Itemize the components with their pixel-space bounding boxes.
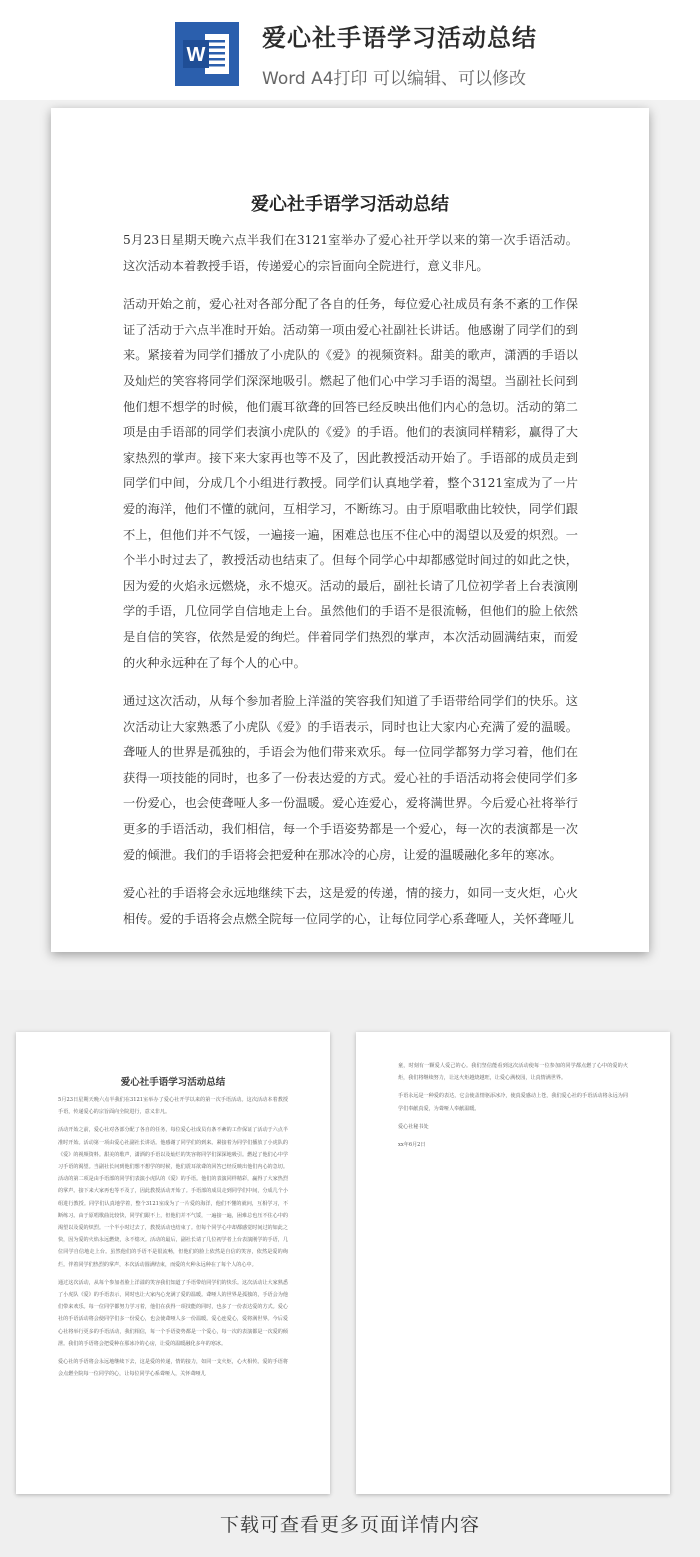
- date: xx年6月2日: [398, 1142, 426, 1149]
- thumbnail-heading: 爱心社手语学习活动总结: [120, 1077, 226, 1088]
- paragraph: 5月23日星期天晚六点半我们在3121室举办了爱心社开学以来的第一次手语活动。这次活动本着教授手语，传递爱心的宗旨面向全院进行，意义非凡。: [123, 233, 578, 273]
- paragraph: 手语永远是一种爱的表达，它会使盖情驱添冰冷，使真爱感动上苍，我们爱心社的手语活动将永远为同学们奉献真爱，为聋哑人奉献温暖。: [398, 1093, 628, 1112]
- paragraph: 通过这次活动，从每个参加者脸上洋溢的笑容我们知道了手语带给同学们的快乐。这次活动让大家熟悉了小虎队《爱》的手语表示，同时也让大家内心充满了爱的温暖。聋哑人的世界是孤独的，手语会为他们带来欢乐。每一位同学都努力学习着，他们在获得一项技能的同时，也多了一份表达爱的方式。爱心社的手语活动将会使同学们多一份爱心，也会使聋哑人多一份温暖。爱心连爱心，爱将满世界。今后爱心社将举行更多的手语活动，我们相信，每一个手语姿势都是一个爱心，每一次的表演都是一次爱的倾泄。我们的手语将会把爱种在那冰冷的心房，让爱的温暖融化多年的寒冰。: [123, 694, 578, 862]
- paragraph: 5月23日星期天晚六点半我们在3121室举办了爱心社开学以来的第一次手语活动。这次活动本着教授手语，传递爱心的宗旨面向全院进行，意义非凡。: [58, 1097, 288, 1116]
- main-preview-area: [0, 100, 700, 990]
- document-title: 爱心社手语学习活动总结: [262, 24, 537, 52]
- paragraph: 爱心社的手语将会永远地继续下去，这是爱的传递，情的接力，如同一支火炬，心火相传。爱的手语将会点燃全院每一位同学的心，让每位同学心系聋哑人，关怀聋哑儿: [123, 886, 578, 926]
- header: [0, 0, 700, 100]
- page-thumbnail-1[interactable]: [16, 1032, 330, 1494]
- paragraph: 通过这次活动，从每个参加者脸上洋溢的笑容我们知道了手语带给同学们的快乐。这次活动让大家熟悉了小虎队《爱》的手语表示，同时也让大家内心充满了爱的温暖。聋哑人的世界是孤独的，手语会为他们带来欢乐。每一位同学都努力学习着，他们在获得一项技能的同时，也多了一份表达爱的方式。爱心社的手语活动将会使同学们多一份爱心，也会使聋哑人多一份温暖。爱心连爱心，爱将满世界。今后爱心社将举行更多的手语活动，我们相信，每一个手语姿势都是一个爱心，每一次的表演都是一次爱的倾泄。我们的手语将会把爱种在那冰冷的心房，让爱的温暖融化多年的寒冰。: [58, 1279, 288, 1347]
- page-thumbnail-2[interactable]: [356, 1032, 670, 1494]
- word-document-icon: [175, 22, 239, 86]
- thumbnail-body: [58, 1094, 288, 1386]
- thumbnail-area: [0, 990, 700, 1557]
- paragraph: 活动开始之前，爱心社对各部分配了各自的任务，每位爱心社成员有条不紊的工作保证了活动于六点半准时开始。活动第一项由爱心社副社长讲话。他感谢了同学们的到来。紧接着为同学们播放了小虎队的《爱》的视频资料。甜美的歌声，潇洒的手语以及灿烂的笑容将同学们深深地吸引。燃起了他们心中学习手语的渴望。当副社长问到他们想不想学的时候，他们震耳欲聋的回答已经反映出他们内心的急切。活动的第二项是由手语部的同学们表演小虎队的《爱》的手语。他们的表演同样精彩，赢得了大家热烈的掌声。接下来大家再也等不及了，因此教授活动开始了。手语部的成员走到同学们中间，分成几个小组进行教授。同学们认真地学着，整个3121室成为了一片爱的海洋，他们不懂的就问，互相学习，不断练习。由于原唱歌曲比较快，同学们跟不上，但他们并不气馁，一遍接一遍，困难总也压不住心中的渴望以及爱的炽烈。一个半小时过去了，教授活动也结束了。但每个同学心中却都感觉时间过的如此之快，因为爱的火焰永远燃烧，永不熄灭。活动的最后，副社长请了几位初学者上台表演刚学的手语，几位同学自信地走上台。虽然他们的手语不是很流畅，但他们的脸上依然是自信的笑容，依然是爱的绚烂。伴着同学们热烈的掌声，本次活动圆满结束，而爱的火种永远种在了每个人的心中。: [123, 297, 578, 670]
- paragraph: 爱心社的手语将会永远地继续下去，这是爱的传递，情的接力，如同一支火炬，心火相传。爱的手语将会点燃全院每一位同学的心，让每位同学心系聋哑人，关怀聋哑儿: [58, 1359, 288, 1378]
- paragraph: 童，时刻有一颗爱人爱己的心。我们坚信能看到这次活动使每一位参加的同学都点燃了心中的爱的火炬，我们将继续努力，让这火炬越烧越旺，让爱心满校园，让真情满世界。: [398, 1063, 628, 1082]
- svg-text:W: W: [186, 44, 206, 66]
- download-caption[interactable]: 下载可查看更多页面详情内容: [219, 1514, 480, 1536]
- document-subtitle: Word A4打印 可以编辑、可以修改: [262, 69, 526, 89]
- thumbnail-body: [398, 1060, 628, 1157]
- page-heading: 爱心社手语学习活动总结: [251, 194, 449, 215]
- document-page-preview[interactable]: [51, 108, 649, 952]
- signature: 爱心社秘书处: [398, 1123, 429, 1130]
- paragraph: 活动开始之前，爱心社对各部分配了各自的任务，每位爱心社成员有条不紊的工作保证了活动于六点半准时开始。活动第一项由爱心社副社长讲话。他感谢了同学们的到来。紧接着为同学们播放了小虎队的《爱》的视频资料。甜美的歌声，潇洒的手语以及灿烂的笑容将同学们深深地吸引。燃起了他们心中学习手语的渴望。当副社长问到他们想不想学的时候，他们震耳欲聋的回答已经反映出他们内心的急切。活动的第二项是由手语部的同学们表演小虎队的《爱》的手语。他们的表演同样精彩，赢得了大家热烈的掌声。接下来大家再也等不及了，因此教授活动开始了。手语部的成员走到同学们中间，分成几个小组进行教授。同学们认真地学着，整个3121室成为了一片爱的海洋，他们不懂的就问，互相学习，不断练习。由于原唱歌曲比较快，同学们跟不上，但他们并不气馁，一遍接一遍，困难总也压不住心中的渴望以及爱的炽烈。一个半小时过去了，教授活动也结束了。但每个同学心中却都感觉时间过的如此之快，因为爱的火焰永远燃烧，永不熄灭。活动的最后，副社长请了几位初学者上台表演刚学的手语，几位同学自信地走上台。虽然他们的手语不是很流畅，但他们的脸上依然是自信的笑容，依然是爱的绚烂。伴着同学们热烈的掌声，本次活动圆满结束，而爱的火种永远种在了每个人的心中。: [58, 1127, 288, 1268]
- page-body: [123, 228, 578, 945]
